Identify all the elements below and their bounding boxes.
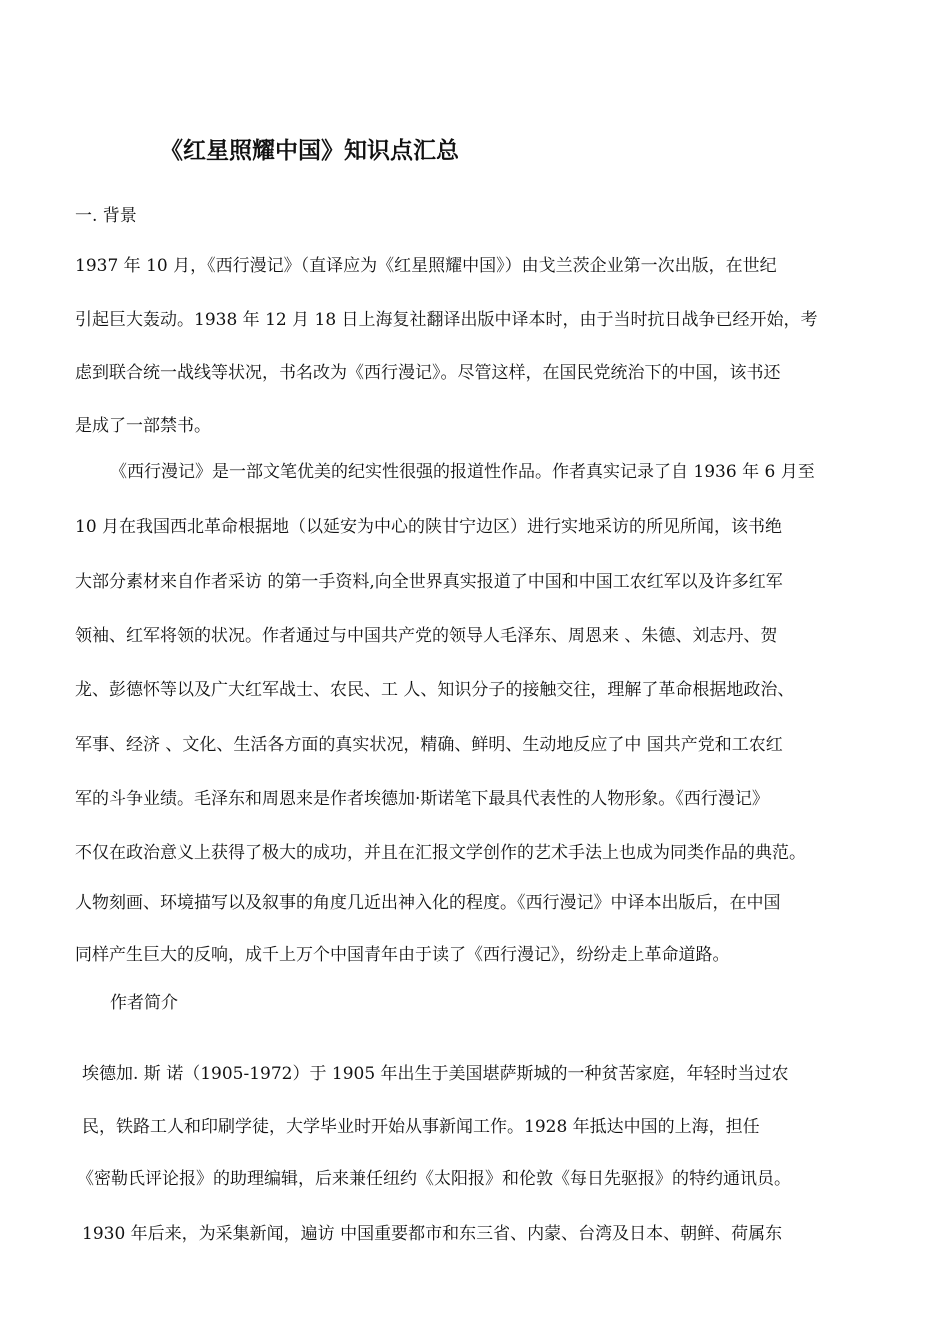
paragraph-line: 同样产生巨大的反响，成千上万个中国青年由于读了《西行漫记》，纷纷走上革命道路。 [75,945,730,965]
paragraph-line: 龙、彭德怀等以及广大红军战士、农民、工 人、知识分子的接触交往，理解了革命根据地政治、 [75,680,795,700]
paragraph-line: 《西行漫记》是一部文笔优美的纪实性很强的报道性作品。作者真实记录了自 1936 年 6 月至 [110,462,815,482]
paragraph-line: 是成了一部禁书。 [75,416,211,436]
section-heading-background: 一. 背景 [75,206,137,226]
paragraph-line: 大部分素材来自作者采访 的第一手资料,向全世界真实报道了中国和中国工农红军以及许多红军 [75,572,783,592]
paragraph-line: 军事、经济 、文化、生活各方面的真实状况，精确、鲜明、生动地反应了中 国共产党和工农红 [75,735,783,755]
paragraph-line: 1937 年 10 月，《西行漫记》（直译应为《红星照耀中国》）由戈兰茨企业第一次出版，在世纪 [75,256,777,276]
paragraph-line: 民，铁路工人和印刷学徒，大学毕业时开始从事新闻工作。1928 年抵达中国的上海，担任 [82,1117,760,1137]
paragraph-line: 埃德加. 斯 诺（1905-1972）于 1905 年出生于美国堪萨斯城的一种贫苦家庭，年轻时当过农 [82,1064,789,1084]
paragraph-line: 军的斗争业绩。毛泽东和周恩来是作者埃德加·斯诺笔下最具代表性的人物形象。《西行漫记》 [75,789,769,809]
document-title: 《红星照耀中国》知识点汇总 [160,137,459,164]
paragraph-line: 领袖、红军将领的状况。作者通过与中国共产党的领导人毛泽东、周恩来 、朱德、刘志丹、贺 [75,626,778,646]
paragraph-line: 不仅在政治意义上获得了极大的成功，并且在汇报文学创作的艺术手法上也成为同类作品的典范。 [75,843,806,863]
paragraph-line: 《密勒氏评论报》的助理编辑，后来兼任纽约《太阳报》和伦敦《每日先驱报》的特约通讯员。 [77,1169,791,1189]
paragraph-line: 1930 年后来，为采集新闻，遍访 中国重要都市和东三省、内蒙、台湾及日本、朝鲜、荷属东 [82,1224,783,1244]
paragraph-line: 引起巨大轰动。1938 年 12 月 18 日上海复社翻译出版中译本时，由于当时抗日战争已经开始，考 [75,310,818,330]
paragraph-line: 虑到联合统一战线等状况，书名改为《西行漫记》。尽管这样，在国民党统治下的中国，该书还 [75,363,781,383]
section-heading-author: 作者简介 [110,993,178,1013]
paragraph-line: 10 月在我国西北革命根据地（以延安为中心的陕甘宁边区）进行实地采访的所见所闻，该书绝 [75,517,783,537]
paragraph-line: 人物刻画、环境描写以及叙事的角度几近出神入化的程度。《西行漫记》中译本出版后，在中国 [75,893,781,913]
